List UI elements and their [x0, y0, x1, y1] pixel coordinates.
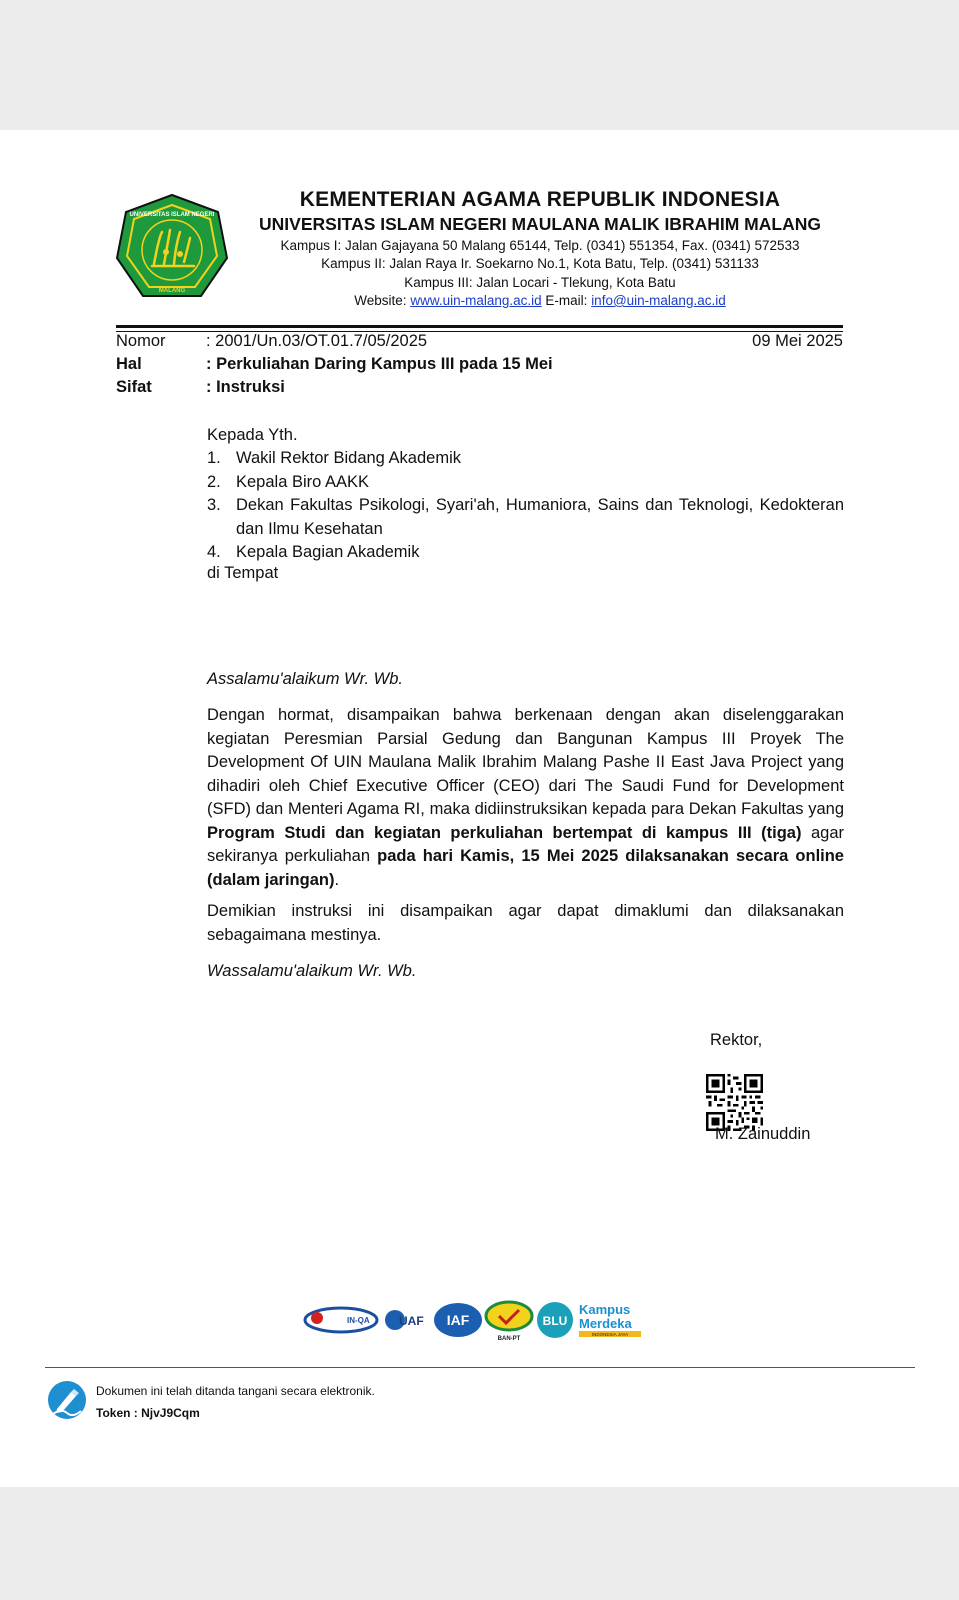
university-name: UNIVERSITAS ISLAM NEGERI MAULANA MALIK IBRAHIM MALANG [259, 214, 821, 234]
signatory-name: M. Zainuddin [715, 1125, 811, 1143]
sifat-label: Sifat [116, 378, 152, 396]
svg-text:Merdeka: Merdeka [579, 1316, 632, 1331]
ministry-name: KEMENTERIAN AGAMA REPUBLIK INDONESIA [299, 188, 781, 211]
logo-top-text: UNIVERSITAS ISLAM NEGERI [129, 212, 215, 218]
pen-signature-icon [47, 1380, 87, 1420]
body-paragraph-2: Demikian instruksi ini disampaikan agar dapat dimaklumi dan dilaksanakan sebagaimana mestinya. [207, 902, 844, 944]
website-link[interactable]: www.uin-malang.ac.id [410, 293, 542, 308]
svg-text:IN-QA: IN-QA [347, 1316, 370, 1325]
recipients-intro: Kepada Yth. [207, 426, 298, 444]
greeting: Assalamu'alaikum Wr. Wb. [207, 670, 403, 688]
in-qa-logo [305, 1308, 377, 1332]
svg-text:BAN-PT: BAN-PT [497, 1336, 521, 1342]
nomor-value: : 2001/Un.03/OT.01.7/05/2025 [206, 332, 428, 350]
body-paragraph-1: Dengan hormat, disampaikan bahwa berkenaan dengan akan diselenggarakan kegiatan Peresmian Parsial Gedung dan Bangunan Kampus III Proyek The Development Of UIN Maulana Malik Ibrahim Malang Pashe II East Java Project yang dihadiri oleh Chief Executive Officer (CEO) dari The Saudi Fund for Development (SFD) dan Menteri Agama RI, maka didiinstruksikan kepada para Dekan Fakultas yang Program Studi dan kegiatan perkuliahan bertempat di kampus III (tiga) agar sekiranya perkuliahan pada hari Kamis, 15 Mei 2025 dilaksanakan secara online (dalam jaringan). [207, 706, 845, 889]
closing: Wassalamu'alaikum Wr. Wb. [207, 962, 417, 980]
nomor-label: Nomor [116, 332, 166, 350]
campus-3-address: Kampus III: Jalan Locari - Tlekung, Kota Batu [404, 275, 676, 290]
university-logo [114, 192, 230, 304]
iaf-logo [434, 1303, 482, 1337]
letter-page [0, 130, 959, 1487]
campus-1-address: Kampus I: Jalan Gajayana 50 Malang 65144, Telp. (0341) 551354, Fax. (0341) 572533 [280, 238, 800, 253]
list-item: 2. Kepala Biro AAKK [207, 472, 369, 491]
svg-text:Kampus: Kampus [579, 1302, 631, 1317]
recipients-place: di Tempat [207, 564, 279, 582]
letter-date: 09 Mei 2025 [752, 332, 843, 350]
campus-2-address: Kampus II: Jalan Raya Ir. Soekarno No.1, Kota Batu, Telp. (0341) 531133 [321, 256, 759, 271]
hal-value: : Perkuliahan Daring Kampus III pada 15 Mei [206, 355, 553, 373]
email-link[interactable]: info@uin-malang.ac.id [591, 293, 726, 308]
list-item: 3. Dekan Fakultas Psikologi, Syari'ah, Humaniora, Sains dan Teknologi, Kedokteran dan Ilmu Kesehatan [207, 496, 844, 538]
uaf-logo [385, 1310, 424, 1330]
e-signature-note: Dokumen ini telah ditanda tangani secara elektronik. [96, 1384, 375, 1398]
ban-pt-logo [486, 1302, 532, 1342]
token-text: Token : NjvJ9Cqm [96, 1406, 200, 1420]
signature-title: Rektor, [710, 1031, 763, 1049]
svg-text:INDONESIA JAYA: INDONESIA JAYA [591, 1332, 629, 1337]
letterhead-rule-thick [116, 325, 843, 328]
qr-code-icon [706, 1074, 763, 1131]
list-item: 1. Wakil Rektor Bidang Akademik [207, 449, 461, 467]
accreditation-logos [303, 1298, 655, 1342]
svg-text:BLU: BLU [542, 1314, 568, 1328]
hal-label: Hal [116, 355, 142, 373]
email-label: E-mail: [545, 293, 588, 308]
recipients-list [207, 447, 844, 565]
website-label: Website: [354, 293, 407, 308]
kampus-merdeka-logo [579, 1302, 641, 1337]
contact-line [230, 293, 850, 308]
sifat-value: : Instruksi [206, 378, 285, 396]
svg-text:UAF: UAF [399, 1314, 424, 1328]
svg-text:IAF: IAF [446, 1312, 470, 1328]
footer-rule [45, 1367, 915, 1368]
logo-bottom-text: MALANG [158, 288, 186, 294]
blu-logo [537, 1302, 573, 1338]
list-item: 4. Kepala Bagian Akademik [207, 543, 420, 561]
